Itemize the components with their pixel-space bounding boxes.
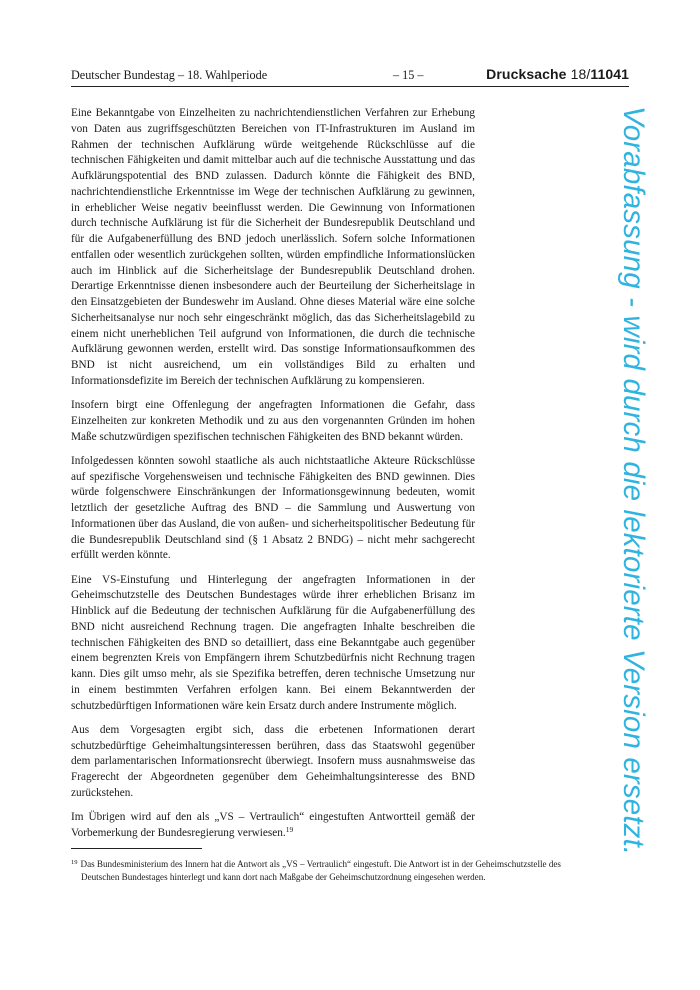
paragraph-3: Infolgedessen könnten sowohl staatliche als auch nichtstaatliche Akteure Rückschlüsse auf spezifische Vorgehensweisen und technische Fähigkeiten des BND gewinnen. Dies würde folgenschwere Einschränkungen der Informationsgewinnung bedeuten, womit letztlich der gesetzliche Auftrag des BND – die Sammlung und Auswertung von Informationen über das Ausland, die von außen- und sicherheitspolitischer Bedeutung für die Bundesrepublik Deutschland sind (§ 1 Absatz 2 BNDG) – nicht mehr sachgerecht erfüllt werden könnte. — [71, 454, 475, 562]
footnote-line-2: Deutschen Bundestages hinterlegt und kann dort nach Maßgabe der Geheimschutzordnung eingesehen werden. — [81, 871, 486, 882]
footnote — [71, 857, 629, 883]
draft-watermark — [617, 106, 690, 906]
footnote-number: 19 — [71, 859, 78, 866]
header-page-number: – 15 – — [393, 68, 424, 82]
body-text — [71, 106, 475, 850]
doc-label: Drucksache — [486, 66, 567, 82]
paragraph-6-text: Im Übrigen wird auf den als „VS – Vertraulich“ eingestuften Antwortteil gemäß der Vorbemerkung der Bundesregierung verwiesen. — [71, 811, 475, 839]
paragraph-6 — [71, 810, 475, 842]
footnote-reference[interactable]: 19 — [285, 824, 294, 834]
paragraph-1: Eine Bekanntgabe von Einzelheiten zu nachrichtendienstlichen Verfahren zur Erhebung von Daten aus zugriffsgeschützten Bereichen von IT-Infrastrukturen im Ausland im Rahmen der technischen Aufklärung würde weitgehende Rückschlüsse auf die technischen Fähigkeiten und damit mittelbar auch auf die technische Ausstattung und das Aufklärungspotential des BND zulassen. Dadurch könnte die Fähigkeit des BND, nachrichtendienstliche Erkenntnisse im Wege der technischen Aufklärung zu gewinnen, in erheblicher Weise negativ beeinflusst werden. Die Gewinnung von Informationen durch technische Aufklärung ist für die Sicherheit der Bundesrepublik Deutschland und für die Aufgabenerfüllung des BND jedoch unerlässlich. Sofern solche Informationen entfallen oder wesentlich zurückgehen sollten, würden empfindliche Informationslücken auch im Hinblick auf die Sicherheitslage der Bundesrepublik Deutschland drohen. Derartige Erkenntnisse dienen insbesondere auch der Beurteilung der Sicherheitslage in den Einsatzgebieten der Bundeswehr im Ausland. Ohne dieses Material wäre eine solche Sicherheitsanalyse nur noch sehr eingeschränkt möglich, das das Sicherheitslagebild zu einem nicht unerheblichen Teil aufgrund von Informationen, die durch die technische Aufklärung gewonnen werden, erstellt wird. Das sonstige Informationsaufkommen des BND ist nicht ausreichend, um ein vollständiges Bild zu erhalten und Informationsdefizite im Bereich der technischen Aufklärung zu kompensieren. — [71, 107, 475, 387]
footnote-divider — [71, 848, 202, 849]
paragraph-4: Eine VS-Einstufung und Hinterlegung der angefragten Informationen in der Geheimschutzstelle des Deutschen Bundestages würde ihrer erheblichen Brisanz im Hinblick auf die Bedeutung der technischen Aufklärung für die Aufgabenerfüllung des BND nicht ausreichend Rechnung tragen. Die angefragten Inhalte beschreiben die technischen Fähigkeiten des BND so detailliert, dass eine Bekanntgabe auch gegenüber einem begrenzten Kreis von Empfängern ihrem Schutzbedürfnis nicht Rechnung tragen kann. Dies gilt umso mehr, als sie Spezifika betreffen, deren technische Umsetzung nur in einem bestimmten Verfahren erfolgen kann. Bei einem Bekanntwerden der schutzbedürftigen Informationen wäre kein Ersatz durch andere Instrumente möglich. — [71, 573, 475, 712]
paragraph-2: Insofern birgt eine Offenlegung der angefragten Informationen die Gefahr, dass Einzelheiten zur konkreten Methodik und zu aus den vorgenannten Gründen im hohen Maße schutzwürdigen spezifischen technischen Fähigkeiten des BND bekannt würden. — [71, 399, 475, 443]
page-header — [71, 66, 629, 87]
watermark-text: Vorabfassung - wird durch die lektorierte Version ersetzt. — [617, 106, 650, 856]
doc-prefix: 18/ — [570, 66, 591, 82]
header-parliament-term: Deutscher Bundestag – 18. Wahlperiode — [71, 68, 268, 82]
doc-number: 11041 — [590, 66, 629, 82]
footnote-line-1: Das Bundesministerium des Innern hat die Antwort als „VS – Vertraulich“ eingestuft. Die Antwort ist in der Geheimschutzstelle des — [80, 859, 561, 869]
header-document-number — [486, 66, 629, 82]
paragraph-5: Aus dem Vorgesagten ergibt sich, dass die erbetenen Informationen derart schutzbedürftige Geheimhaltungsinteressen berühren, dass das Staatswohl gegenüber dem parlamentarischen Informationsrecht überwiegt. Insofern muss ausnahmsweise das Fragerecht der Abgeordneten gegenüber dem Geheimhaltungsinteresse des BND zurückstehen. — [71, 723, 475, 799]
